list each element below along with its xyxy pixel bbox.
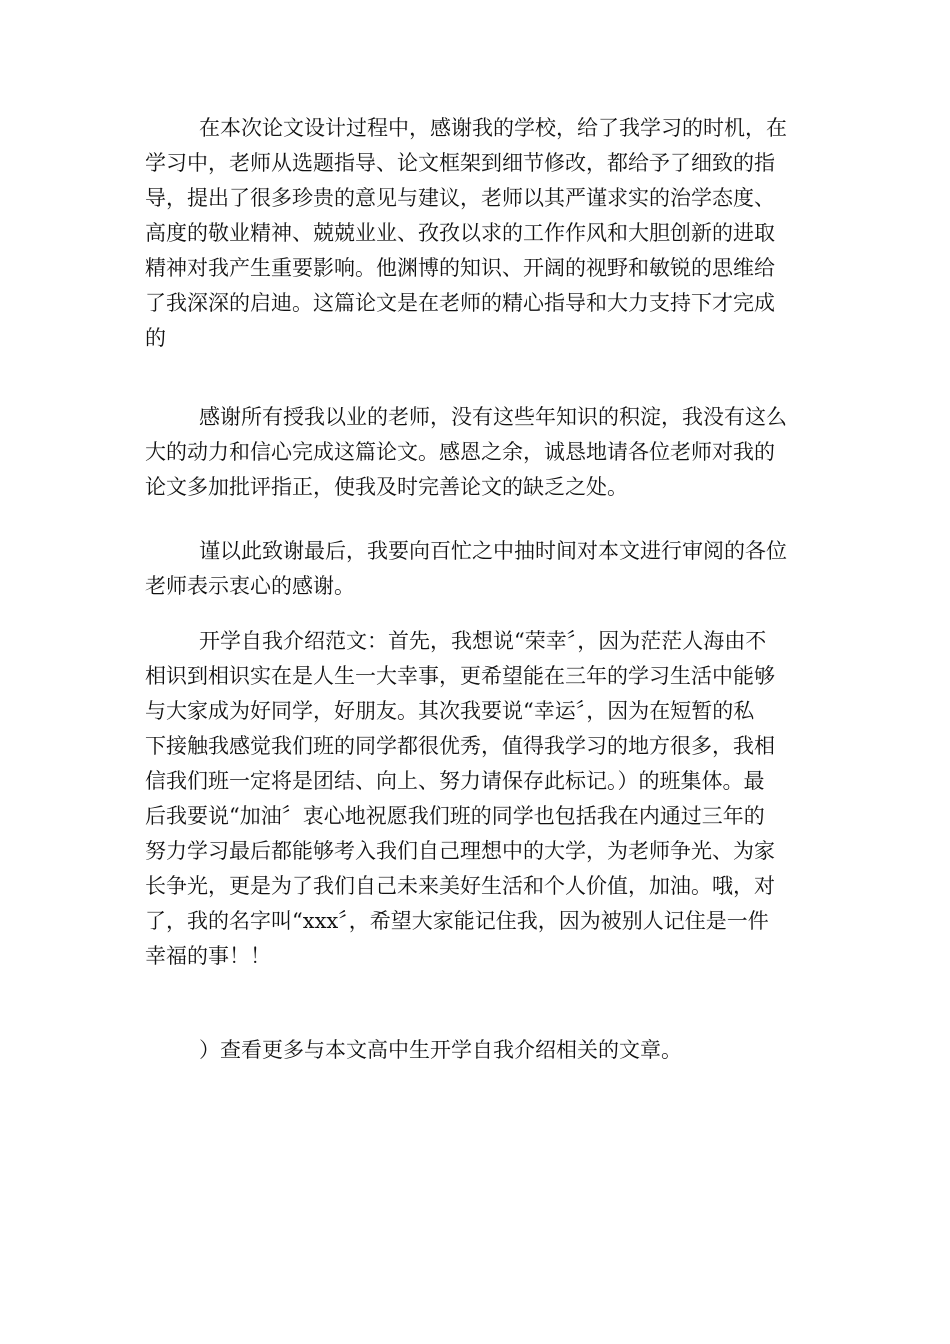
text-line: 学习中，老师从选题指导、论文框架到细节修改，都给予了细致的指 (145, 151, 775, 175)
text-line: 在本次论文设计过程中，感谢我的学校，给了我学习的时机，在 (199, 116, 787, 140)
paragraph-closing-thanks (145, 534, 815, 604)
text-line: ）查看更多与本文高中生开学自我介绍相关的文章。 (199, 1038, 682, 1062)
text-line: 老师表示衷心的感谢。 (145, 574, 355, 598)
text-line: 努力学习最后都能够考入我们自己理想中的大学，为老师争光、为家 (145, 839, 775, 863)
text-line: 了我深深的启迪。这篇论文是在老师的精心指导和大力支持下才完成 (145, 291, 775, 315)
text-line: 了，我的名字叫“xxx〞，希望大家能记住我，因为被别人记住是一件 (145, 909, 769, 933)
text-line: 精神对我产生重要影响。他渊博的知识、开阔的视野和敏锐的思维给 (145, 256, 775, 280)
text-line: 下接触我感觉我们班的同学都很优秀，值得我学习的地方很多，我相 (145, 734, 775, 758)
text-line: 大的动力和信心完成这篇论文。感恩之余，诚恳地请各位老师对我的 (145, 440, 775, 464)
text-line: 与大家成为好同学，好朋友。其次我要说“幸运〞，因为在短暂的私 (145, 699, 755, 723)
text-line: 相识到相识实在是人生一大幸事，更希望能在三年的学习生活中能够 (145, 664, 775, 688)
text-line: 后我要说“加油〞衷心地祝愿我们班的同学也包括我在内通过三年的 (145, 804, 765, 828)
text-line: 谨以此致谢最后，我要向百忙之中抽时间对本文进行审阅的各位 (199, 539, 787, 563)
text-line: 导，提出了很多珍贵的意见与建议，老师以其严谨求实的治学态度、 (145, 186, 775, 210)
paragraph-thesis-thanks (145, 111, 815, 356)
paragraph-teachers-thanks (145, 400, 815, 505)
text-line: 论文多加批评指正，使我及时完善论文的缺乏之处。 (145, 475, 628, 499)
text-line: 信我们班一定将是团结、向上、努力请保存此标记。）的班集体。最 (145, 769, 765, 793)
text-line: 开学自我介绍范文：首先，我想说“荣幸〞，因为茫茫人海由不 (199, 629, 767, 653)
text-line: 幸福的事！！ (145, 944, 271, 968)
text-line: 的 (145, 326, 166, 350)
text-line: 长争光，更是为了我们自己未来美好生活和个人价值，加油。哦，对 (145, 874, 775, 898)
text-line: 高度的敬业精神、兢兢业业、孜孜以求的工作作风和大胆创新的进取 (145, 221, 775, 245)
text-line: 感谢所有授我以业的老师，没有这些年知识的积淀，我没有这么 (199, 405, 787, 429)
paragraph-see-more (145, 1033, 815, 1068)
paragraph-self-introduction (145, 624, 815, 974)
